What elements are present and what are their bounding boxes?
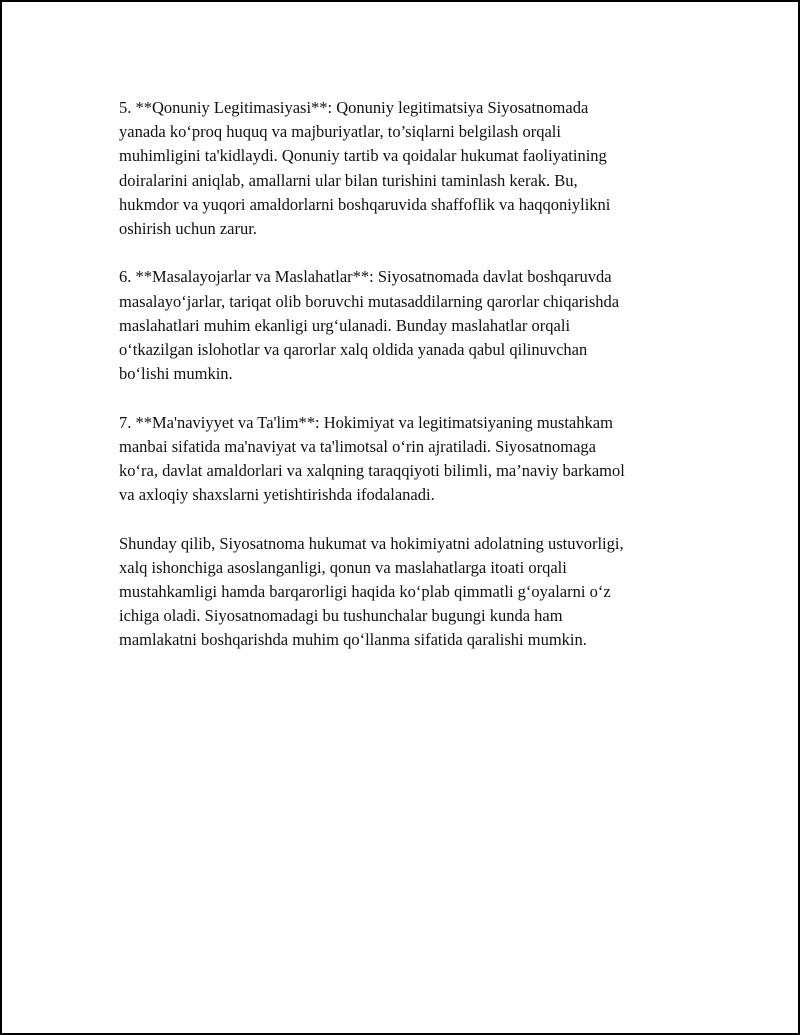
paragraph-spirituality xyxy=(119,411,699,508)
text-line: ko‘ra, davlat amaldorlari va xalqning taraqqiyoti bilimli, ma’naviy barkamol xyxy=(119,461,625,481)
text-line: ichiga oladi. Siyosatnomadagi bu tushunchalar bugungi kunda ham xyxy=(119,606,563,626)
text-line: yanada ko‘proq huquq va majburiyatlar, to’siqlarni belgilash orqali xyxy=(119,122,561,142)
text-line: mustahkamligi hamda barqarorligi haqida ko‘plab qimmatli g‘oyalarni o‘z xyxy=(119,582,611,602)
text-line: va axloqiy shaxslarni yetishtirishda ifodalanadi. xyxy=(119,485,435,505)
text-line: doiralarini aniqlab, amallarni ular bilan turishini taminlash kerak. Bu, xyxy=(119,170,578,190)
text-line: hukmdor va yuqori amaldorlarni boshqaruvida shaffoflik va haqqoniylikni xyxy=(119,194,611,214)
text-line: manbai sifatida ma'naviyat va ta'limotsal o‘rin ajratiladi. Siyosatnomaga xyxy=(119,436,596,456)
text-line: o‘tkazilgan islohotlar va qarorlar xalq oldida yanada qabul qilinuvchan xyxy=(119,340,588,360)
text-line: 7. **Ma'naviyyet va Ta'lim**: Hokimiyat va legitimatsiyaning mustahkam xyxy=(119,412,613,432)
text-line: maslahatlari muhim ekanligi urg‘ulanadi. Bunday maslahatlar orqali xyxy=(119,315,571,335)
text-line: oshirish uchun zarur. xyxy=(119,219,257,239)
text-line: masalayo‘jarlar, tariqat olib boruvchi mutasaddilarning qarorlar chiqarishda xyxy=(119,291,620,311)
text-line: xalq ishonchiga asoslanganligi, qonun va maslahatlarga itoati orqali xyxy=(119,557,567,577)
text-line: 6. **Masalayojarlar va Maslahatlar**: Siyosatnomada davlat boshqaruvda xyxy=(119,267,612,287)
text-line: 5. **Qonuniy Legitimasiyasi**: Qonuniy legitimatsiya Siyosatnomada xyxy=(119,98,589,117)
text-line: muhimligini ta'kidlaydi. Qonuniy tartib va qoidalar hukumat faoliyatining xyxy=(119,146,607,166)
paragraph-conclusion xyxy=(119,532,699,653)
text-line: Shunday qilib, Siyosatnoma hukumat va hokimiyatni adolatning ustuvorligi, xyxy=(119,533,624,553)
text-line: mamlakatni boshqarishda muhim qo‘llanma sifatida qaralishi mumkin. xyxy=(119,630,587,650)
paragraph-legitimacy xyxy=(119,96,699,241)
document-body xyxy=(119,96,699,677)
paragraph-advisors xyxy=(119,265,699,386)
text-line: bo‘lishi mumkin. xyxy=(119,364,233,384)
